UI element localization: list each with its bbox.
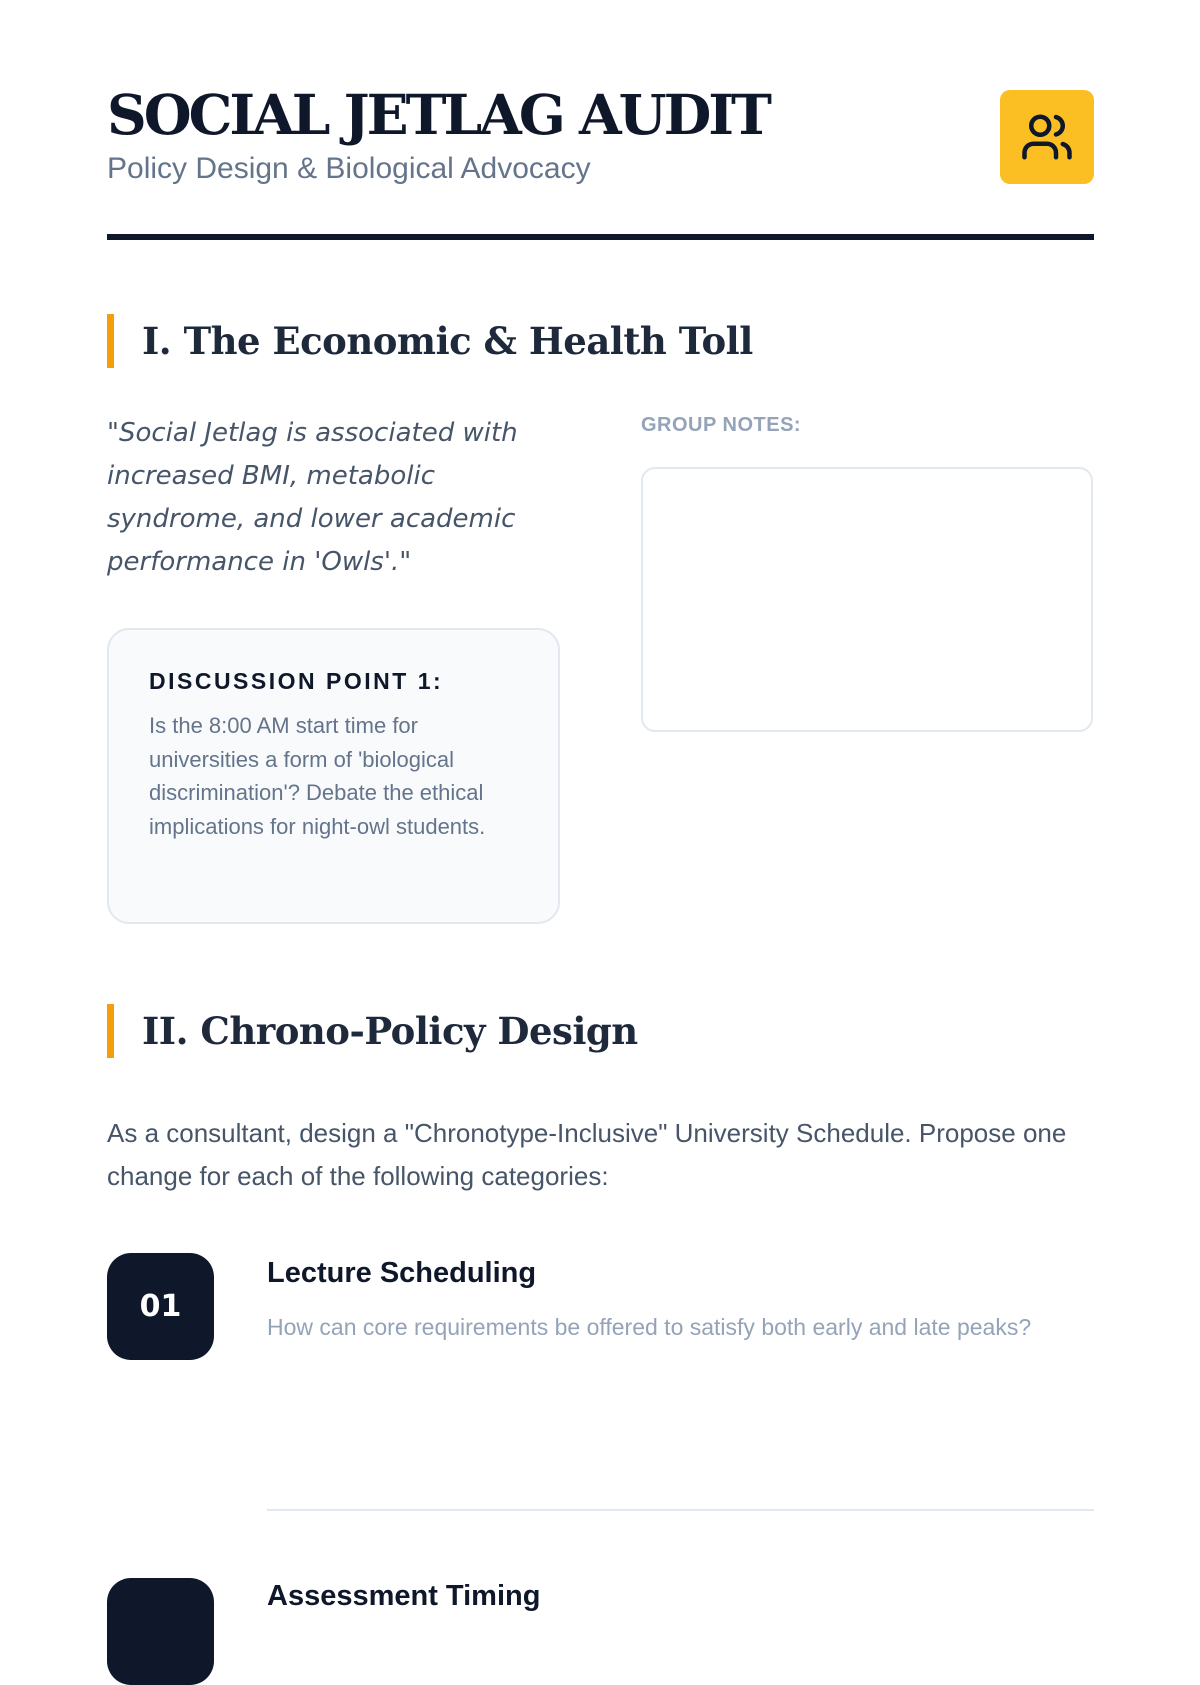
discussion-card — [107, 628, 560, 924]
health-quote: "Social Jetlag is associated with increased BMI, metabolic syndrome, and lower academic performance in 'Owls'." — [107, 418, 518, 577]
header-divider — [107, 234, 1094, 240]
users-icon — [1020, 110, 1074, 164]
users-icon-badge — [1000, 90, 1094, 184]
section-1-title: I. The Economic & Health Toll — [142, 319, 753, 363]
step-number-badge: 01 — [107, 1253, 214, 1360]
section-1-heading — [107, 314, 753, 368]
section-2-heading — [107, 1004, 638, 1058]
page-title: SOCIAL JETLAG AUDIT — [107, 82, 769, 147]
group-notes-label: GROUP NOTES: — [641, 414, 802, 436]
step-number-badge — [107, 1578, 214, 1685]
discussion-title: DISCUSSION POINT 1: — [149, 668, 444, 694]
step-title: Assessment Timing — [267, 1580, 541, 1612]
section-2-intro: As a consultant, design a "Chronotype-Inclusive" University Schedule. Propose one change for each of the following categories: — [107, 1118, 1067, 1191]
discussion-body: Is the 8:00 AM start time for universities a form of 'biological discrimination'? Debate the ethical implications for night-owl students. — [149, 713, 486, 839]
step-title: Lecture Scheduling — [267, 1257, 537, 1289]
step-answer-line[interactable] — [267, 1509, 1094, 1511]
section-2-title: II. Chrono-Policy Design — [142, 1009, 638, 1053]
step-description: How can core requirements be offered to satisfy both early and late peaks? — [267, 1314, 1032, 1340]
page-subtitle: Policy Design & Biological Advocacy — [107, 152, 591, 185]
group-notes-field[interactable] — [641, 467, 1093, 732]
